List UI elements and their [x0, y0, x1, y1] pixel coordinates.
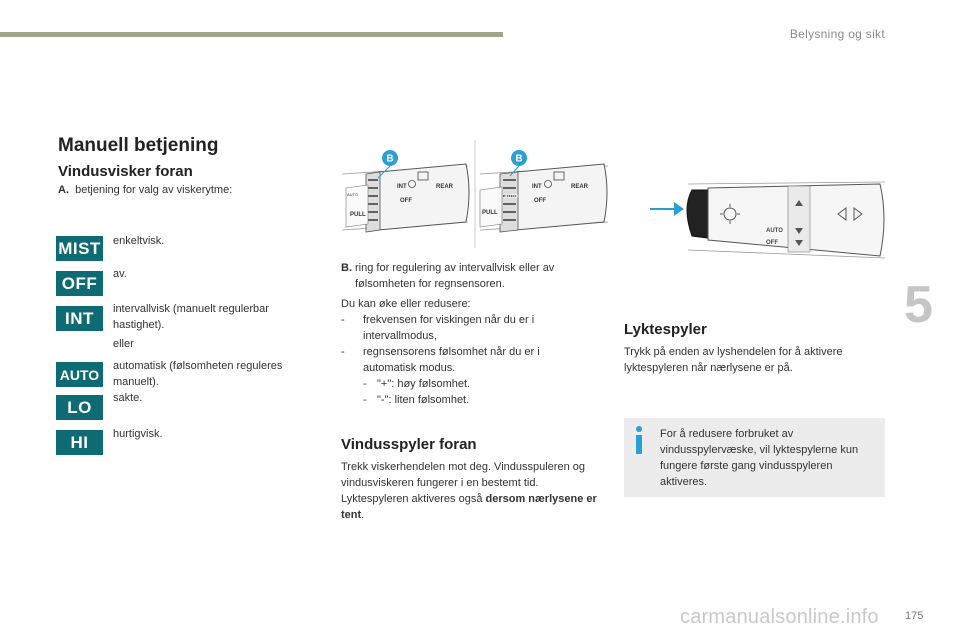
- adjust-list: [341, 312, 591, 408]
- adjust-intro: Du kan øke eller redusere:: [341, 298, 471, 310]
- list-item: - "-": liten følsomhet.: [363, 394, 470, 406]
- off-text: av.: [113, 268, 127, 280]
- int-badge: INT: [56, 306, 103, 331]
- fig-label-rear-left: REAR: [436, 184, 454, 190]
- mist-badge: MIST: [56, 236, 103, 261]
- fig-label-auto-left: AUTO: [347, 192, 359, 197]
- front-wiper-heading: Vindusvisker foran: [58, 163, 193, 180]
- auto-text: automatisk (følsomheten reguleres manuelt).: [113, 360, 283, 388]
- or-text: eller: [113, 338, 134, 350]
- front-washer-heading: Vindusspyler foran: [341, 436, 477, 453]
- lighting-stalk-figure: [648, 178, 885, 268]
- section-title: Belysning og sikt: [789, 27, 885, 41]
- mist-text: enkeltvisk.: [113, 235, 165, 247]
- callout-b-left: B: [386, 153, 394, 165]
- info-box: [624, 418, 885, 497]
- item-b: [341, 260, 611, 292]
- lo-text: sakte.: [113, 392, 143, 404]
- item-b-text: ring for regulering av intervallvisk eller av følsomheten for regnsensoren.: [355, 262, 555, 290]
- off-badge: OFF: [56, 271, 103, 296]
- item-a-label: A.: [58, 184, 69, 196]
- fig-label-pull-left: PULL: [350, 212, 366, 218]
- watermark: carmanualsonline.info: [680, 606, 879, 628]
- hi-badge: HI: [56, 430, 103, 455]
- fig-label-auto-right: AUTO: [504, 194, 519, 200]
- info-text: For å redusere forbruket av vindusspylervæske, vil lyktespylerne kun fungere første gang vindusspyleren aktiveres.: [660, 428, 859, 488]
- list-item: - frekvensen for viskingen når du er i intervallmodus,: [341, 314, 535, 342]
- fig-label-auto: AUTO: [766, 228, 783, 234]
- wiper-stalk-left: [342, 150, 469, 232]
- page-title: Manuell betjening: [58, 135, 219, 156]
- auto-badge: AUTO: [56, 362, 103, 387]
- item-a: [58, 182, 232, 198]
- list-item: - "+": høy følsomhet.: [363, 378, 471, 390]
- int-text: intervallvisk (manuelt regulerbar hastighet).: [113, 303, 269, 331]
- item-a-text: betjening for valg av viskerytme:: [75, 184, 233, 196]
- fig-label-pull-right: PULL: [482, 210, 498, 216]
- info-icon: [634, 426, 644, 454]
- item-b-label: B.: [341, 262, 352, 274]
- wiper-stalk-figure: [338, 138, 610, 250]
- lo-badge: LO: [56, 395, 103, 420]
- header-accent-bar: [0, 32, 503, 37]
- fig-label-rear-right: REAR: [571, 184, 589, 190]
- chapter-number: 5: [904, 276, 933, 334]
- front-washer-text: Trekk viskerhendelen mot deg. Vindusspuleren og vindusviskeren fungerer i en bestemt tid. Lyktespyleren aktiveres også dersom nærlysene er tent.: [341, 461, 597, 521]
- arrow-icon: [650, 202, 684, 216]
- list-item: - regnsensorens følsomhet når du er i automatisk modus.: [341, 346, 540, 374]
- headlamp-washer-heading: Lyktespyler: [624, 321, 707, 338]
- page-number: 175: [905, 610, 924, 622]
- fig-label-int-left: INT: [397, 184, 407, 190]
- fig-label-int-right: INT: [532, 184, 542, 190]
- fig-label-off-left: OFF: [400, 198, 412, 204]
- hi-text: hurtigvisk.: [113, 428, 163, 440]
- fig-label-off: OFF: [766, 240, 778, 246]
- callout-b-right: B: [515, 153, 523, 165]
- headlamp-washer-text: Trykk på enden av lyshendelen for å aktivere lyktespyleren når nærlysene er på.: [624, 346, 843, 374]
- wiper-stalk-right: [480, 150, 608, 232]
- fig-label-off-right: OFF: [534, 198, 546, 204]
